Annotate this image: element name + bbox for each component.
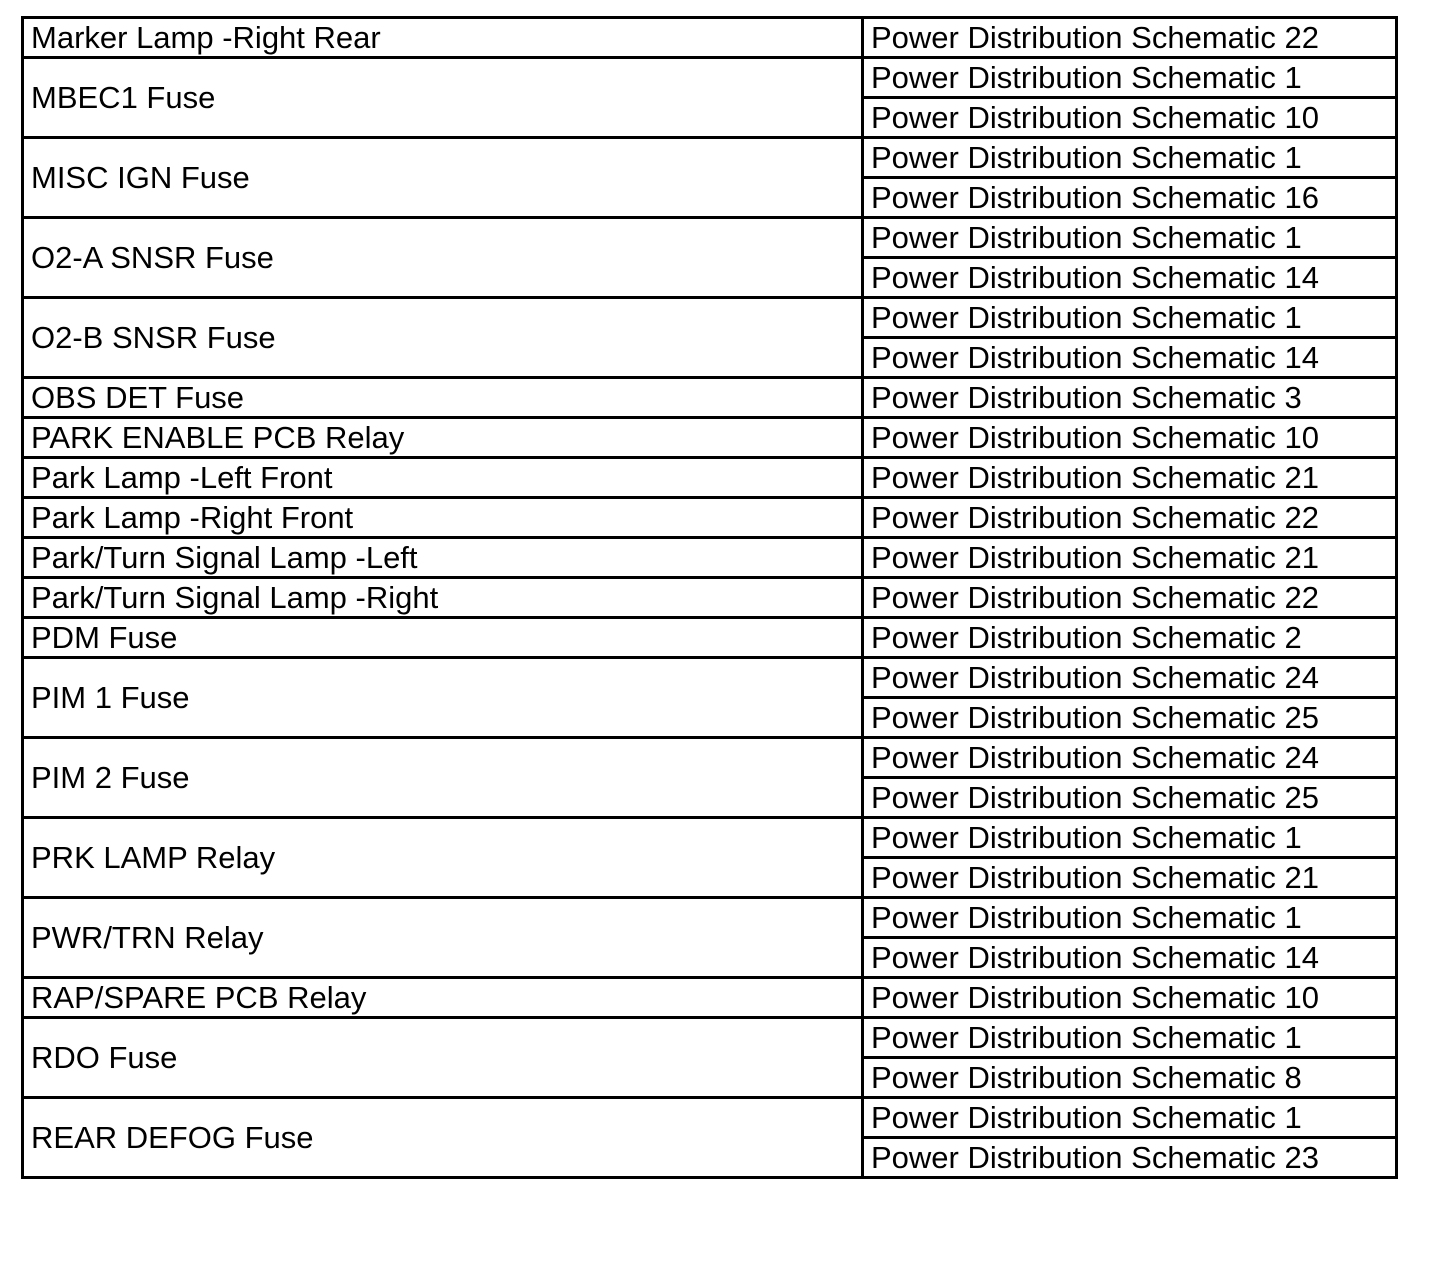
component-name-cell: PIM 1 Fuse xyxy=(23,658,863,738)
component-name-cell: RAP/SPARE PCB Relay xyxy=(23,978,863,1018)
table-row xyxy=(23,418,1397,458)
table-row xyxy=(23,1098,1397,1138)
component-name-cell: PIM 2 Fuse xyxy=(23,738,863,818)
location-cell: Power Distribution Schematic 14 xyxy=(863,938,1397,978)
location-cell: Power Distribution Schematic 1 xyxy=(863,298,1397,338)
table-row xyxy=(23,578,1397,618)
component-name-cell: Park/Turn Signal Lamp -Left xyxy=(23,538,863,578)
location-cell: Power Distribution Schematic 8 xyxy=(863,1058,1397,1098)
location-cell: Power Distribution Schematic 1 xyxy=(863,58,1397,98)
component-name-cell: OBS DET Fuse xyxy=(23,378,863,418)
location-cell: Power Distribution Schematic 21 xyxy=(863,458,1397,498)
location-cell: Power Distribution Schematic 25 xyxy=(863,778,1397,818)
table-row xyxy=(23,818,1397,858)
table-row xyxy=(23,218,1397,258)
component-name-cell: REAR DEFOG Fuse xyxy=(23,1098,863,1178)
location-cell: Power Distribution Schematic 1 xyxy=(863,898,1397,938)
component-name-cell: PDM Fuse xyxy=(23,618,863,658)
location-cell: Power Distribution Schematic 1 xyxy=(863,138,1397,178)
component-name-cell: Park Lamp -Left Front xyxy=(23,458,863,498)
location-cell: Power Distribution Schematic 1 xyxy=(863,218,1397,258)
table-row xyxy=(23,378,1397,418)
location-cell: Power Distribution Schematic 25 xyxy=(863,698,1397,738)
location-cell: Power Distribution Schematic 24 xyxy=(863,738,1397,778)
location-cell: Power Distribution Schematic 16 xyxy=(863,178,1397,218)
component-location-table xyxy=(21,16,1398,1179)
component-name-cell: PARK ENABLE PCB Relay xyxy=(23,418,863,458)
location-cell: Power Distribution Schematic 1 xyxy=(863,1098,1397,1138)
location-cell: Power Distribution Schematic 14 xyxy=(863,258,1397,298)
component-name-cell: RDO Fuse xyxy=(23,1018,863,1098)
location-cell: Power Distribution Schematic 14 xyxy=(863,338,1397,378)
table-row xyxy=(23,978,1397,1018)
table-row xyxy=(23,58,1397,98)
table-row xyxy=(23,138,1397,178)
component-name-cell: Marker Lamp -Right Rear xyxy=(23,18,863,58)
component-name-cell: MISC IGN Fuse xyxy=(23,138,863,218)
table-row xyxy=(23,538,1397,578)
component-name-cell: MBEC1 Fuse xyxy=(23,58,863,138)
component-name-cell: Park/Turn Signal Lamp -Right xyxy=(23,578,863,618)
table-row xyxy=(23,898,1397,938)
table-row xyxy=(23,658,1397,698)
location-cell: Power Distribution Schematic 24 xyxy=(863,658,1397,698)
component-name-cell: Park Lamp -Right Front xyxy=(23,498,863,538)
location-cell: Power Distribution Schematic 2 xyxy=(863,618,1397,658)
table-row xyxy=(23,738,1397,778)
location-cell: Power Distribution Schematic 23 xyxy=(863,1138,1397,1178)
location-cell: Power Distribution Schematic 10 xyxy=(863,98,1397,138)
table-body xyxy=(23,18,1397,1178)
table-row xyxy=(23,498,1397,538)
component-name-cell: O2-B SNSR Fuse xyxy=(23,298,863,378)
location-cell: Power Distribution Schematic 22 xyxy=(863,578,1397,618)
table-row xyxy=(23,618,1397,658)
location-cell: Power Distribution Schematic 10 xyxy=(863,978,1397,1018)
location-cell: Power Distribution Schematic 10 xyxy=(863,418,1397,458)
location-cell: Power Distribution Schematic 22 xyxy=(863,498,1397,538)
location-cell: Power Distribution Schematic 21 xyxy=(863,538,1397,578)
location-cell: Power Distribution Schematic 22 xyxy=(863,18,1397,58)
table-row xyxy=(23,298,1397,338)
table-row xyxy=(23,18,1397,58)
location-cell: Power Distribution Schematic 3 xyxy=(863,378,1397,418)
location-cell: Power Distribution Schematic 21 xyxy=(863,858,1397,898)
component-name-cell: PRK LAMP Relay xyxy=(23,818,863,898)
component-name-cell: O2-A SNSR Fuse xyxy=(23,218,863,298)
location-cell: Power Distribution Schematic 1 xyxy=(863,818,1397,858)
component-name-cell: PWR/TRN Relay xyxy=(23,898,863,978)
table-row xyxy=(23,458,1397,498)
location-cell: Power Distribution Schematic 1 xyxy=(863,1018,1397,1058)
table-row xyxy=(23,1018,1397,1058)
